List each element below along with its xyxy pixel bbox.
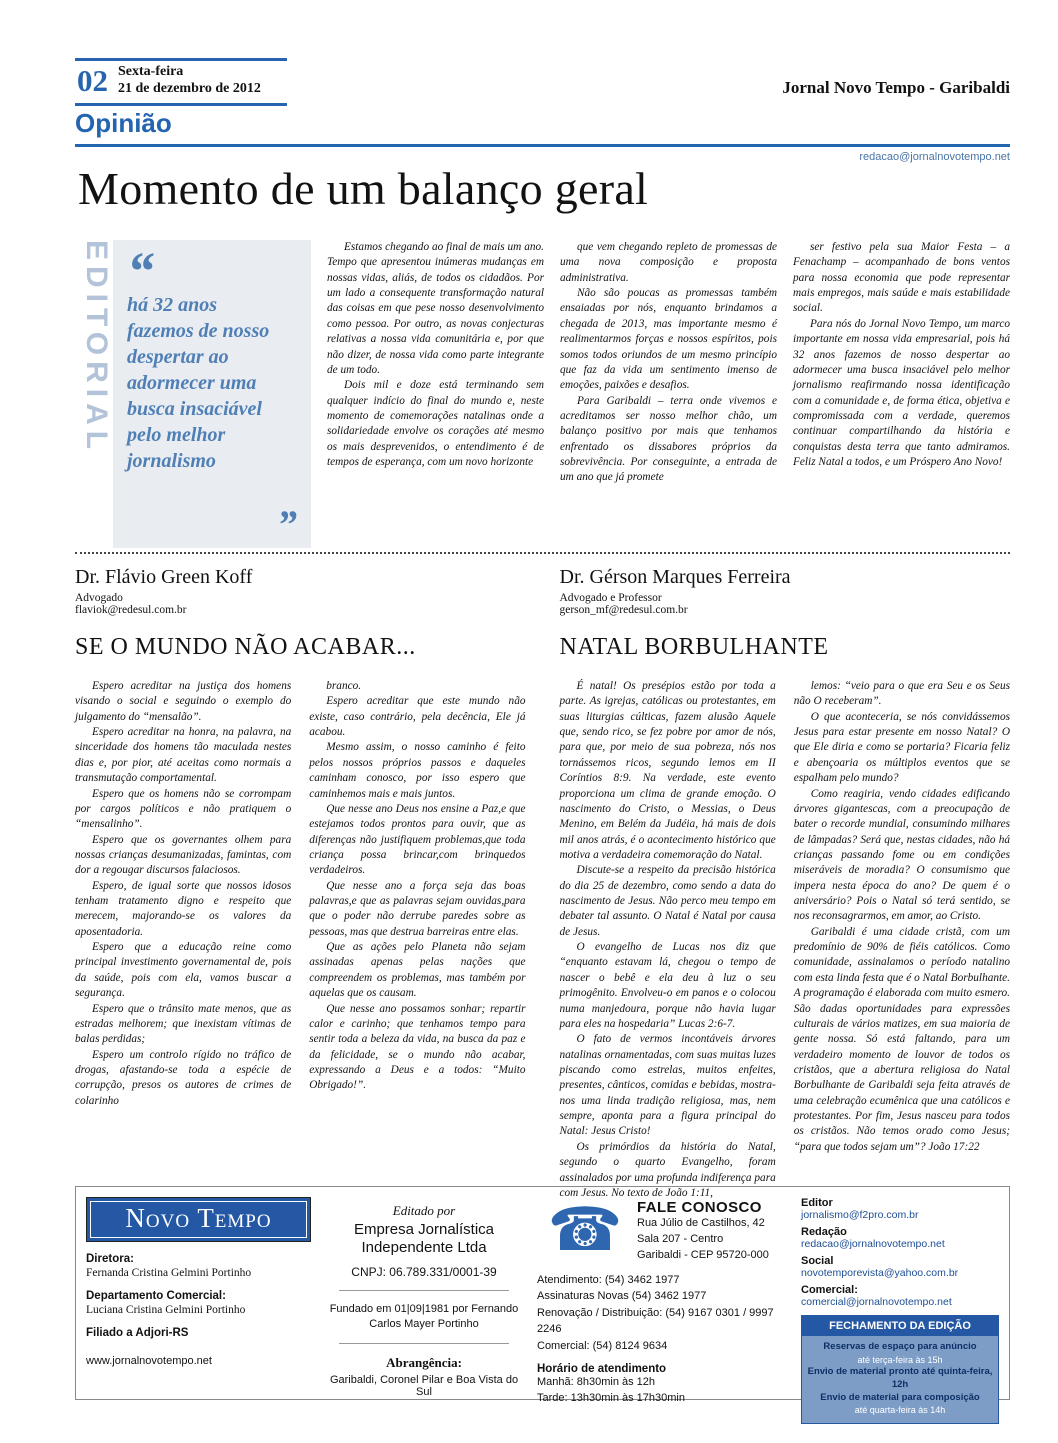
contact-info	[637, 1197, 769, 1264]
paragraph: O evangelho de Lucas nos diz que “enquanto estavam lá, chegou o tempo de nascer o bebê e ela deu à luz o seu primogênito. Envolveu-o em panos e o colocou numa manjedoura, porque não havia lugar para eles na hospedaria” Lucas 2:6-7.	[559, 941, 776, 1030]
date: 21 de dezembro de 2012	[118, 80, 261, 96]
article-columns	[560, 679, 1011, 1201]
hours-line: Manhã: 8h30min às 12h	[537, 1376, 656, 1389]
closing-line: até quarta-feira às 14h	[854, 1405, 946, 1416]
paragraph: Espero um controlo rígido no tráfico de drogas, afastando-se toda a espécie de corrupção, presos os autores de crimes de colarinho	[75, 1048, 292, 1107]
closing-line: Envio de material para composição	[820, 1391, 980, 1403]
filiado: Filiado a Adjori-RS	[86, 1327, 189, 1339]
close-quote-mark: ”	[277, 502, 297, 547]
article-headline: NATAL BORBULHANTE	[559, 634, 829, 660]
paragraph: Espero acreditar que este mundo não existe, caso contrário, pela decência, Ele já acabou.	[309, 695, 526, 739]
page-number: 02	[77, 63, 108, 99]
date-column	[118, 64, 261, 98]
email-label: Editor	[801, 1197, 833, 1209]
paragraph: O fato de vermos incontáveis árvores natalinas ornamentadas, com suas muitas luzes piscando como estrelas, muitos enfeites, presentes, cânticos, comidas e bebidas, mostra-nos uma linda tradição religiosa, mas, nem sempre, aponta para a figura principal do Natal: Jesus Cristo!	[559, 1033, 776, 1138]
main-headline: Momento de um balanço geral	[78, 163, 649, 214]
paragraph: Que nesse ano a força seja das boas palavras,e que as palavras sejam ouvidas,para que o poder não derrube paredes sobre as pessoas, mas que destrua barreiras entre elas.	[309, 879, 526, 938]
article-se-o-mundo	[75, 566, 526, 1201]
paragraph: Como reagiria, vendo cidades edificando árvores gigantescas, com a preocupação de bater o recorde mundial, consumindo milhares de lâmpadas? Será que, nestas cidades, não há crianças passando fome ou em condições miseráveis de moradia? O consumismo que impera nesta época do ano? De quem é o aniversário? Pois o Natal só terá sentido, se nos reconsagrarmos, em amor, ao Cristo.	[793, 787, 1010, 923]
date-block	[75, 58, 287, 106]
founded-text: Fundado em 01|09|1981 por Fernando Carlos Mayer Portinho	[329, 1303, 519, 1330]
address-line: Rua Júlio de Castilhos, 42	[637, 1217, 765, 1229]
paragraph: Que nesse ano Deus nos ensine a Paz,e que estejamos todos prontos para ouvir, que as diferenças não justifiquem problemas,que toda criança possa brincar,com brinquedos verdadeiros.	[309, 802, 526, 877]
closing-line: Envio de material pronto até quinta-feira, 12h	[807, 1365, 993, 1390]
author-role: Advogado e Professor	[559, 592, 662, 604]
paragraph: Espero que o trânsito mate menos, que as estradas melhorem; que inexistam vítimas de balas perdidas;	[75, 1002, 292, 1046]
author-role: Advogado	[75, 592, 123, 604]
paragraph: branco.	[326, 680, 362, 692]
opinion-articles	[75, 566, 1010, 1201]
phone-line: Atendimento: (54) 3462 1977	[537, 1273, 680, 1286]
page-header	[75, 58, 1010, 106]
phone-line: Comercial: (54) 8124 9634	[537, 1339, 668, 1352]
company-name: Empresa Jornalística Independente Ltda	[353, 1221, 495, 1256]
paragraph: Os primórdios da história do Natal, segundo o quarto Evangelho, foram assinalados por uma profunda indiferença para com Jesus. No texto de João 1:11,	[559, 1140, 776, 1199]
paragraph: lemos: “veio para o que era Seu e os Seus não O receberam”.	[793, 680, 1010, 708]
divider	[339, 1343, 509, 1344]
phone-numbers	[537, 1272, 787, 1355]
section-row	[75, 108, 1010, 163]
section-divider	[75, 144, 1010, 147]
paragraph: Para Garibaldi – terra onde vivemos e acreditamos ser nosso melhor chão, um balanço positivo por mais que tenhamos enfrentado os dissabores próprios da sobrevivência. Por conseguinte, a entrada de um ano que já promete	[560, 394, 777, 484]
article-headline: SE O MUNDO NÃO ACABAR...	[75, 634, 416, 660]
author-email: flaviok@redesul.com.br	[75, 604, 187, 616]
open-quote-mark: “	[127, 241, 154, 301]
closing-title: FECHAMENTO DA EDIÇÃO	[802, 1316, 998, 1336]
email-label: Social	[801, 1255, 834, 1267]
paragraph: Discute-se a respeito da precisão histórica do dia 25 de dezembro, como sendo a data do nascimento de Jesus. Não perco meu tempo em debater tal assunto. O Natal é Natal por causa de Jesus.	[559, 864, 776, 938]
email-entry	[801, 1197, 999, 1221]
opening-hours	[537, 1375, 787, 1407]
email-entry	[801, 1255, 999, 1279]
email-entry	[801, 1226, 999, 1250]
paragraph: Estamos chegando ao final de mais um ano. Tempo que apresentou inúmeras mudanças em nossas vidas, aliás, de todos os cidadãos. Por um lado a consequente transformação natural das coisas em que pese nosso desenvolvimento como pessoa. Por outro, as novas conjecturas relativas a nossa vida comunitária e, por que não dizer, de nossa vida como parte integrante de um todo.	[327, 241, 544, 376]
footer-expediente	[75, 1186, 1010, 1416]
paragraph: Para nós do Jornal Novo Tempo, um marco importante em nossa vida empresarial, pois há 32 anos fazemos de nosso despertar ao adormecer uma busca insaciável pelo melhor jornalismo reafirmando nossa identificação com a comunidade e, de forma ética, objetiva e compromissada com a verdade, queremos continuar compartilhando da história e conquistas desta terra que tanto admiramos. Feliz Natal a todos, e um Próspero Ano Novo!	[793, 317, 1010, 469]
hours-line: Tarde: 13h30min às 17h30min	[537, 1392, 685, 1405]
address-line: Sala 207 - Centro	[637, 1232, 724, 1245]
edition-closing-box	[801, 1315, 999, 1424]
footer-company-column	[325, 1197, 523, 1398]
paragraph: O que aconteceria, se nós convidássemos Jesus para estar presente em nosso Natal? O que Ele diria e como se portaria? Ficaria feliz e abençoaria os múltiplos eventos que se espalham pelo mundo?	[793, 710, 1010, 785]
article-columns	[75, 679, 526, 1109]
paragraph: Que nesse ano possamos sonhar; repartir calor e carinho; que tenhamos tempo para sentir toda a beleza da vida, na busca da paz e da felicidade, se o mundo não acabar, expressando a Deus e a todos: “Muito Obrigado!”.	[309, 1002, 526, 1092]
email-address: jornalismo@f2pro.com.br	[801, 1209, 919, 1221]
email-entry	[801, 1284, 999, 1308]
paragraph: Espero acreditar na honra, na palavra, na sinceridade dos homens tão maculada nestes dias e, por pior, até aceitas como normais a transmutação comportamental.	[75, 726, 292, 785]
editorial-label: EDITORIAL	[80, 240, 113, 456]
paragraph: Espero acreditar na justiça dos homens visando o social e seguindo o exemplo do julgamento do “mensalão”.	[75, 680, 292, 723]
editorial-quote-box	[113, 240, 311, 548]
section-email: redacao@jornalnovotempo.net	[859, 151, 1010, 163]
author-name: Dr. Gérson Marques Ferreira	[559, 566, 791, 588]
article-column-2	[794, 679, 1010, 1201]
address-line: Garibaldi - CEP 95720-000	[637, 1248, 769, 1261]
dept-comercial-label: Departamento Comercial:	[86, 1290, 226, 1302]
footer-emails-column	[801, 1197, 999, 1416]
dept-comercial-name: Luciana Cristina Gelmini Portinho	[86, 1304, 246, 1316]
article-column-1	[75, 679, 291, 1109]
paragraph: Não são poucas as promessas também ensaiadas por nós, enquanto brindamos a chegada de 2013, mas importante mesmo é realimentarmos forças e nossos espíritos, pois somos todos oriundos de um mesmo princípio que faz da vida um sentimento imenso de emoções, paixões e desafios.	[560, 287, 777, 392]
logo-frame	[90, 1201, 307, 1238]
email-address: novotemporevista@yahoo.com.br	[801, 1267, 959, 1279]
paragraph: Espero que a educação reine como principal investimento governamental de, pois da saúde, pois com ela, vamos buscar a segurança.	[75, 941, 292, 1000]
closing-line: até terça-feira às 15h	[857, 1354, 943, 1365]
paragraph: que vem chegando repleto de promessas de uma nova composição e proposta administrativa.	[560, 241, 777, 284]
telephone-icon: ☎	[547, 1196, 623, 1263]
article-column-1	[560, 679, 776, 1201]
coverage-areas: Garibaldi, Coronel Pilar e Boa Vista do Sul	[329, 1373, 519, 1398]
author-email: gerson_mf@redesul.com.br	[559, 604, 688, 616]
paragraph: Espero que os homens não se corrompam por cargos políticos e não pratiquem o “mensalinho”.	[75, 787, 292, 831]
edited-by-label: Editado por	[392, 1203, 456, 1218]
article-natal-borbulhante	[560, 566, 1011, 1201]
paragraph: ser festivo pela sua Maior Festa – a Fenachamp – acompanhado de bons ventos para nossa economia que pode representar mais empregos, mais saúde e mais estabilidade social.	[793, 241, 1010, 315]
newspaper-logo	[86, 1197, 311, 1242]
editorial-block	[75, 240, 311, 548]
cnpj: CNPJ: 06.789.331/0001-39	[351, 1265, 497, 1279]
coverage-label: Abrangência:	[386, 1354, 462, 1370]
footer-staff-column	[86, 1197, 311, 1389]
byline	[560, 566, 1011, 616]
footer-contact-column	[537, 1196, 787, 1405]
paragraph: É natal! Os presépios estão por toda a parte. As igrejas, católicas ou protestantes, em suas liturgias cúlticas, fazem alusão Aquele que, sendo rico, se fez pobre por amor de nós, para que, por meio de sua pobreza, nós nos tornássemos ricos, segundo lemos em II Coríntios 8:9. Na verdade, este evento proporciona um clima de grande emoção. O nascimento do Cristo, o Messias, o Deus Menino, em Belém da Judéia, há mais de dois mil anos atrás, é o acontecimento histórico que motiva a verdadeira comemoração do Natal.	[559, 680, 776, 861]
contact-header	[537, 1197, 787, 1264]
diretora-label: Diretora:	[86, 1253, 134, 1265]
paragraph: Espero, de igual sorte que nossos idosos tenham tratamento digno e respeito que merecem, majorando-se os valores da aposentadoria.	[75, 879, 292, 938]
email-address: comercial@jornalnovotempo.net	[801, 1296, 952, 1308]
main-article-column-1	[327, 240, 544, 548]
closing-body	[802, 1336, 998, 1423]
paragraph: Dois mil e doze está terminando sem qualquer indício do final do mundo e, neste momento de comemorações natalinas onde a solidariedade envolve os corações até mesmo os mais desprevenidos, o entendimento é de tempos de esperança, com um novo horizonte	[327, 379, 544, 469]
diretora-name: Fernanda Cristina Gelmini Portinho	[86, 1267, 252, 1279]
main-article-column-2	[560, 240, 777, 548]
email-label: Comercial:	[801, 1284, 858, 1296]
email-label: Redação	[801, 1226, 847, 1238]
contact-title: FALE CONOSCO	[637, 1199, 762, 1216]
phone-line: Renovação / Distribuição: (54) 9167 0301 / 9997 2246	[537, 1306, 774, 1336]
byline	[75, 566, 526, 616]
main-article-column-3	[793, 240, 1010, 548]
email-address: redacao@jornalnovotempo.net	[801, 1238, 945, 1250]
hours-title: Horário de atendimento	[537, 1363, 667, 1376]
author-name: Dr. Flávio Green Koff	[75, 566, 253, 588]
dotted-divider	[75, 552, 1010, 554]
article-column-2	[309, 679, 525, 1109]
address	[637, 1216, 769, 1264]
paragraph: Garibaldi é uma cidade cristã, com um predomínio de 90% de fiéis católicos. Como comunidade, assinalamos o período natalino com esta linda festa que é o Natal Borbulhante. A programação é elaborada com muito esmero. São dadas oportunidades para expressões culturais de vários matizes, em sua maioria de gente nossa. Só está faltando, para um verdadeiro momento de louvor de todos os cristãos, que a abertura religiosa do Natal Borbulhante de Garibaldi seja feita através de uma celebração ecumênica que una católicos e protestantes. Por fim, Jesus nasceu para todos os cristãos. Não temos orado como Jesus; “para que todos sejam um”? João 17:22	[793, 925, 1010, 1153]
paragraph: Espero que os governantes olhem para nossas crianças desumanizadas, famintas, com dor a regougar discursos falaciosos.	[75, 833, 292, 877]
editorial-quote: há 32 anos fazemos de nosso despertar ao adormecer uma busca insaciável pelo melhor jornalismo	[127, 294, 270, 472]
phone-line: Assinaturas Novas (54) 3462 1977	[537, 1290, 707, 1303]
masthead: Jornal Novo Tempo - Garibaldi	[782, 77, 1010, 97]
section-title: Opinião	[75, 108, 172, 138]
closing-line: Reservas de espaço para anúncio	[823, 1341, 977, 1352]
paragraph: Que as ações pelo Planeta não sejam assinadas apenas pelas nações que compreendem os problemas, mas também por aquelas que os causam.	[309, 941, 526, 1000]
divider	[339, 1290, 509, 1291]
paragraph: Mesmo assim, o nosso caminho é feito pelos nossos próprios passos e daqueles caminham conosco, por isso espero que caminhemos mais e mais juntos.	[309, 741, 526, 800]
weekday: Sexta-feira	[118, 64, 184, 79]
logo-text: Novo Tempo	[125, 1203, 272, 1233]
main-article	[75, 240, 1010, 548]
website: www.jornalnovotempo.net	[86, 1355, 212, 1367]
